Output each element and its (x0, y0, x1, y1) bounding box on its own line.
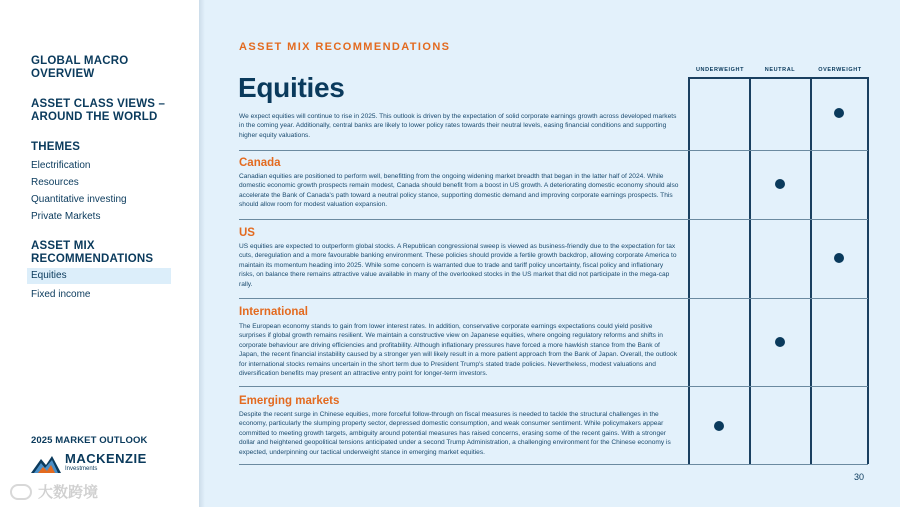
row-divider (239, 298, 868, 299)
watermark-icon (10, 484, 32, 500)
grid-line (810, 77, 812, 464)
canada-title: Canada (239, 157, 281, 169)
equities-body: We expect equities will continue to rise in 2025. This outlook is driven by the expectation of solid corporate earnings growth across developed markets in the coming year. Additionally, central banks are likely to lower policy rates towards their neutral levels, easing financial conditions and supporting higher equity valuations. (239, 113, 677, 139)
row-divider (239, 386, 868, 387)
rating-dot-equities (834, 108, 844, 118)
emerging-markets-body: Despite the recent surge in Chinese equities, more forceful follow-through on fiscal measures is needed to tackle the structural challenges in the economy, particularly the slumping property sector, depressed domestic consumption, and weak consumer sentiment. While policymakers appear committed to meeting growth targets, ambiguity around potential measures has raised concerns, erasing some of the recent gains. With a stronger dollar and heightened geopolitical tensions anticipated under a second Trump Administration, a challenging environment for the Chinese economy is expected, underpinning our tactical underweight stance in emerging market equities. (239, 411, 671, 456)
emerging-markets-title: Emerging markets (239, 395, 340, 407)
nav-item-private-markets[interactable]: Private Markets (31, 211, 101, 222)
section-eyebrow: ASSET MIX RECOMMENDATIONS (239, 41, 451, 53)
column-header-underweight: UNDERWEIGHT (695, 67, 745, 73)
nav-item-resources[interactable]: Resources (31, 177, 79, 188)
nav-label: THEMES (31, 141, 81, 153)
row-divider (239, 464, 868, 465)
sidebar-nav (0, 0, 199, 507)
watermark-text: 大数跨境 (38, 484, 99, 501)
nav-label: ASSET CLASS VIEWS – AROUND THE WORLD (31, 98, 166, 123)
nav-themes[interactable] (31, 141, 80, 154)
market-outlook-label: 2025 MARKET OUTLOOK (31, 435, 148, 446)
rating-dot-international (775, 337, 785, 347)
mountain-logo-icon (31, 453, 61, 473)
nav-asset-class-views[interactable] (31, 98, 165, 124)
column-header-neutral: NEUTRAL (764, 67, 796, 73)
grid-line (688, 77, 868, 79)
us-body: US equities are expected to outperform global stocks. A Republican congressional sweep is viewed as business-friendly due to the expectation for tax cuts, deregulation and a more favourable banking environment. These policies should provide a fertile growth backdrop, allowing corporate America to maintain its momentum heading into 2025. While some concern is warranted due to trade and tariff policy uncertainty, fiscal policy and inflationary risks, on balance there remains attractive value available in many of the overlooked stocks in the US market that did not participate in the mega-cap rally. (239, 243, 677, 288)
grid-line (688, 77, 690, 464)
nav-item-fixed-income[interactable]: Fixed income (31, 289, 91, 300)
rating-dot-canada (775, 179, 785, 189)
row-divider (239, 219, 868, 220)
nav-item-quantitative-investing[interactable]: Quantitative investing (31, 194, 127, 205)
grid-line (749, 77, 751, 464)
nav-label: GLOBAL MACRO OVERVIEW (31, 55, 129, 80)
equities-title: Equities (238, 72, 345, 103)
nav-global-macro-overview[interactable] (31, 55, 128, 81)
brand-name: MACKENZIE (65, 451, 147, 466)
mackenzie-logo (31, 452, 147, 473)
page-number: 30 (854, 472, 865, 482)
international-body: The European economy stands to gain from lower interest rates. In addition, conservative corporate earnings expectations could yield positive surprises if global growth remains resilient. We maintain a constructive view on Japanese equities, where ongoing regulatory reforms and shifts in corporate behaviour are driving efficiencies and profitability. Although inflationary pressures have forced a more hawkish stance from the Bank of Japan, the recent financial instability caused by a stronger yen will likely result in a more patient approach from the Bank of Japan. Overall, the outlook for international stocks remains uncertain in the short term due to President Trump's stated trade policies. Nevertheless, modest valuations and diversification benefits may present an attractive entry point for longer-term investors. (239, 323, 677, 378)
row-divider (239, 150, 868, 151)
grid-line (867, 77, 869, 464)
brand-subtitle: Investments (65, 466, 98, 472)
rating-dot-emerging-markets (714, 421, 724, 431)
us-title: US (239, 227, 255, 239)
nav-label: ASSET MIX RECOMMENDATIONS (31, 240, 154, 265)
nav-item-equities[interactable]: Equities (27, 268, 171, 284)
rating-dot-us (834, 253, 844, 263)
international-title: International (239, 306, 309, 318)
page-fold-shadow (199, 0, 205, 507)
nav-item-electrification[interactable]: Electrification (31, 160, 91, 171)
canada-body: Canadian equities are positioned to perform well, benefitting from the ongoing widening market breadth that began in the latter half of 2024. While domestic economic growth prospects remain modest, Canada should benefit from a boost in US growth. A deteriorating domestic economy should also accelerate the Bank of Canada's path toward a neutral policy stance, supporting domestic demand and improving corporate earnings prospects. This should allow room for modest valuation expansion. (239, 173, 679, 209)
column-header-overweight: OVERWEIGHT (818, 67, 862, 73)
nav-asset-mix-recommendations[interactable] (31, 240, 153, 266)
watermark (10, 481, 98, 502)
